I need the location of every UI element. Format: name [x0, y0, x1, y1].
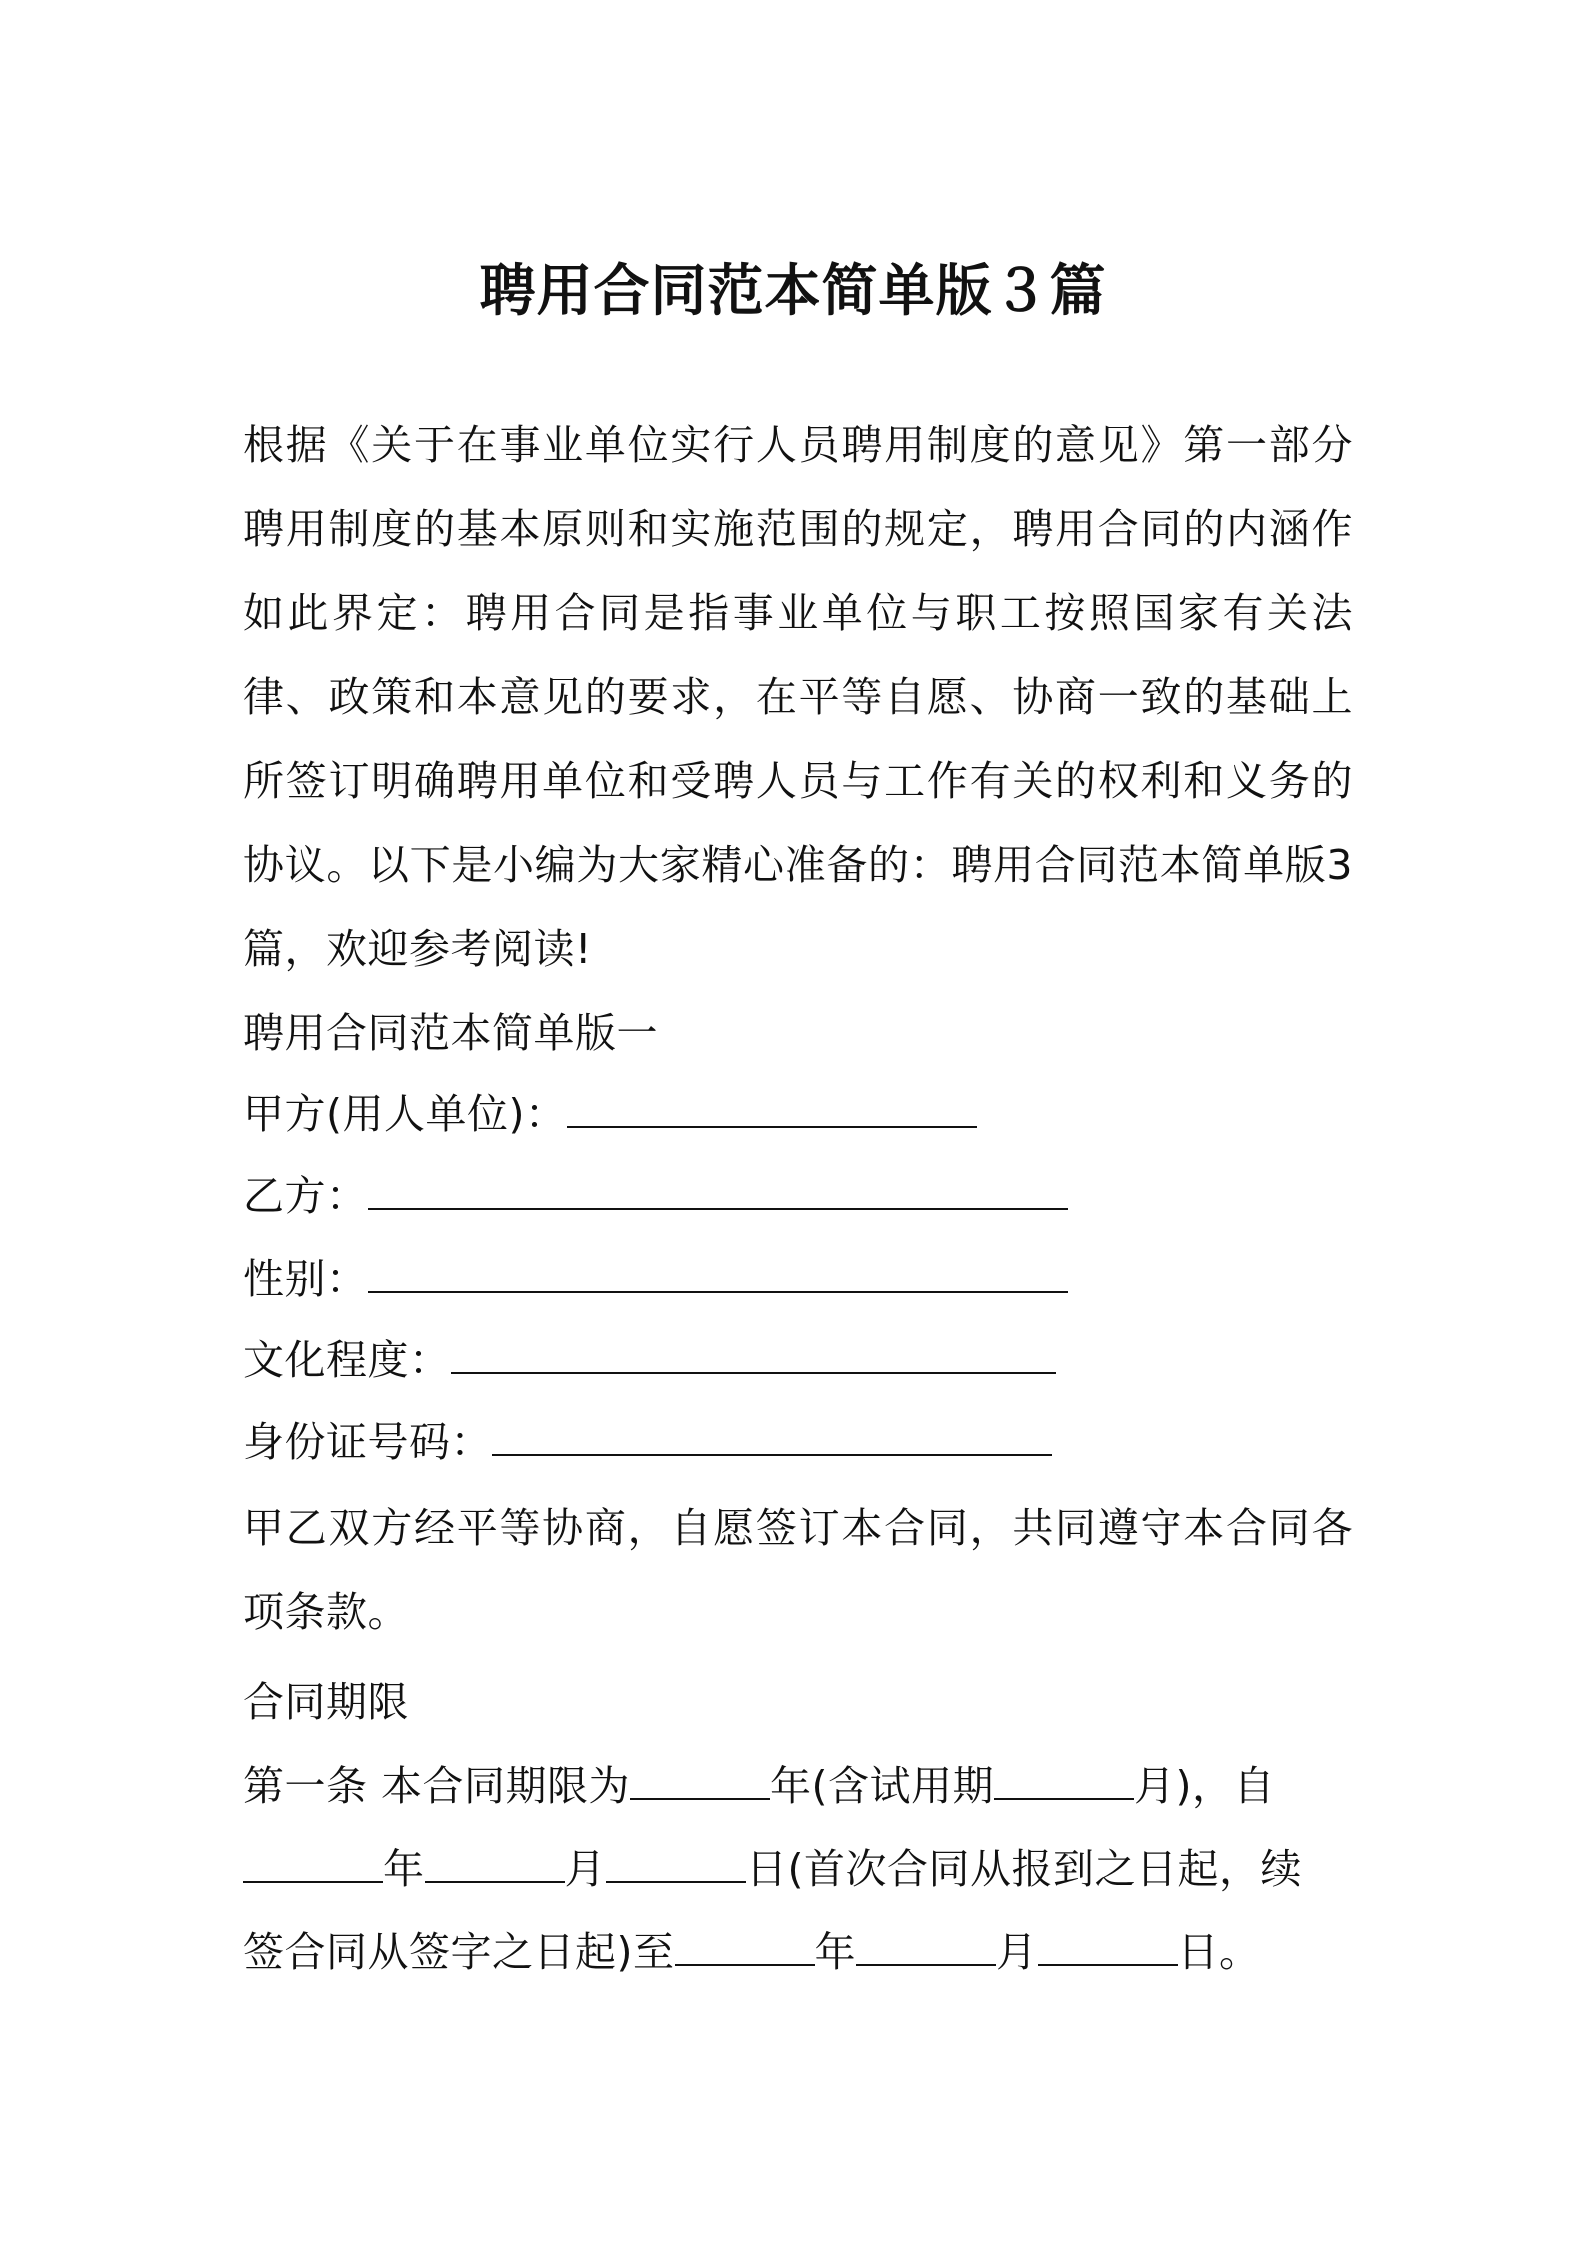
end-day-blank — [1038, 1934, 1178, 1966]
term-heading: 合同期限 — [243, 1678, 409, 1726]
education-field — [243, 1318, 1056, 1402]
article1-line2 — [243, 1827, 1353, 1911]
party-a-blank — [567, 1096, 977, 1128]
section-heading: 聘用合同范本简单版一 — [243, 1009, 658, 1057]
article1-year1: 年(含试用期 — [770, 1762, 995, 1810]
article1-prefix: 第一条 本合同期限为 — [243, 1762, 631, 1810]
education-blank — [451, 1342, 1056, 1374]
article1-month1: 月)，自 — [1134, 1762, 1276, 1810]
id-number-label: 身份证号码： — [243, 1418, 492, 1466]
gender-blank — [368, 1261, 1068, 1293]
party-a-label: 甲方(用人单位)： — [243, 1090, 567, 1138]
article1-month3: 月 — [996, 1928, 1038, 1976]
end-month-blank — [856, 1934, 996, 1966]
article1-year2: 年 — [383, 1845, 425, 1893]
probation-months-blank — [994, 1768, 1134, 1800]
article1-day2: 日(首次合同从报到之日起，续 — [746, 1845, 1302, 1893]
end-year-blank — [675, 1934, 815, 1966]
article1-day3: 日。 — [1177, 1928, 1261, 1976]
start-month-blank — [425, 1851, 565, 1883]
article1-line1 — [243, 1744, 1353, 1828]
party-b-label: 乙方： — [243, 1172, 368, 1220]
id-number-field — [243, 1400, 1052, 1484]
agreement-paragraph: 甲乙双方经平等协商，自愿签订本合同，共同遵守本合同各项条款。 — [243, 1504, 1353, 1636]
party-b-blank — [368, 1178, 1068, 1210]
article1-line3 — [243, 1910, 1353, 1994]
document-title: 聘用合同范本简单版３篇 — [479, 259, 1107, 324]
article1-year3: 年 — [814, 1928, 856, 1976]
article1-line3-prefix: 签合同从签字之日起)至 — [243, 1928, 675, 1976]
gender-label: 性别： — [243, 1255, 368, 1303]
party-a-field — [243, 1072, 977, 1156]
start-day-blank — [606, 1851, 746, 1883]
start-year-blank — [243, 1851, 383, 1883]
contract-years-blank — [630, 1768, 770, 1800]
id-number-blank — [492, 1424, 1052, 1456]
article1-month2: 月 — [564, 1845, 606, 1893]
gender-field — [243, 1237, 1068, 1321]
education-label: 文化程度： — [243, 1336, 451, 1384]
party-b-field — [243, 1154, 1068, 1238]
intro-paragraph: 根据《关于在事业单位实行人员聘用制度的意见》第一部分聘用制度的基本原则和实施范围的规定，聘用合同的内涵作如此界定：聘用合同是指事业单位与职工按照国家有关法律、政策和本意见的要求，在平等自愿、协商一致的基础上所签订明确聘用单位和受聘人员与工作有关的权利和义务的协议。以下是小编为大家精心准备的：聘用合同范本简单版3 篇，欢迎参考阅读! — [243, 421, 1353, 973]
